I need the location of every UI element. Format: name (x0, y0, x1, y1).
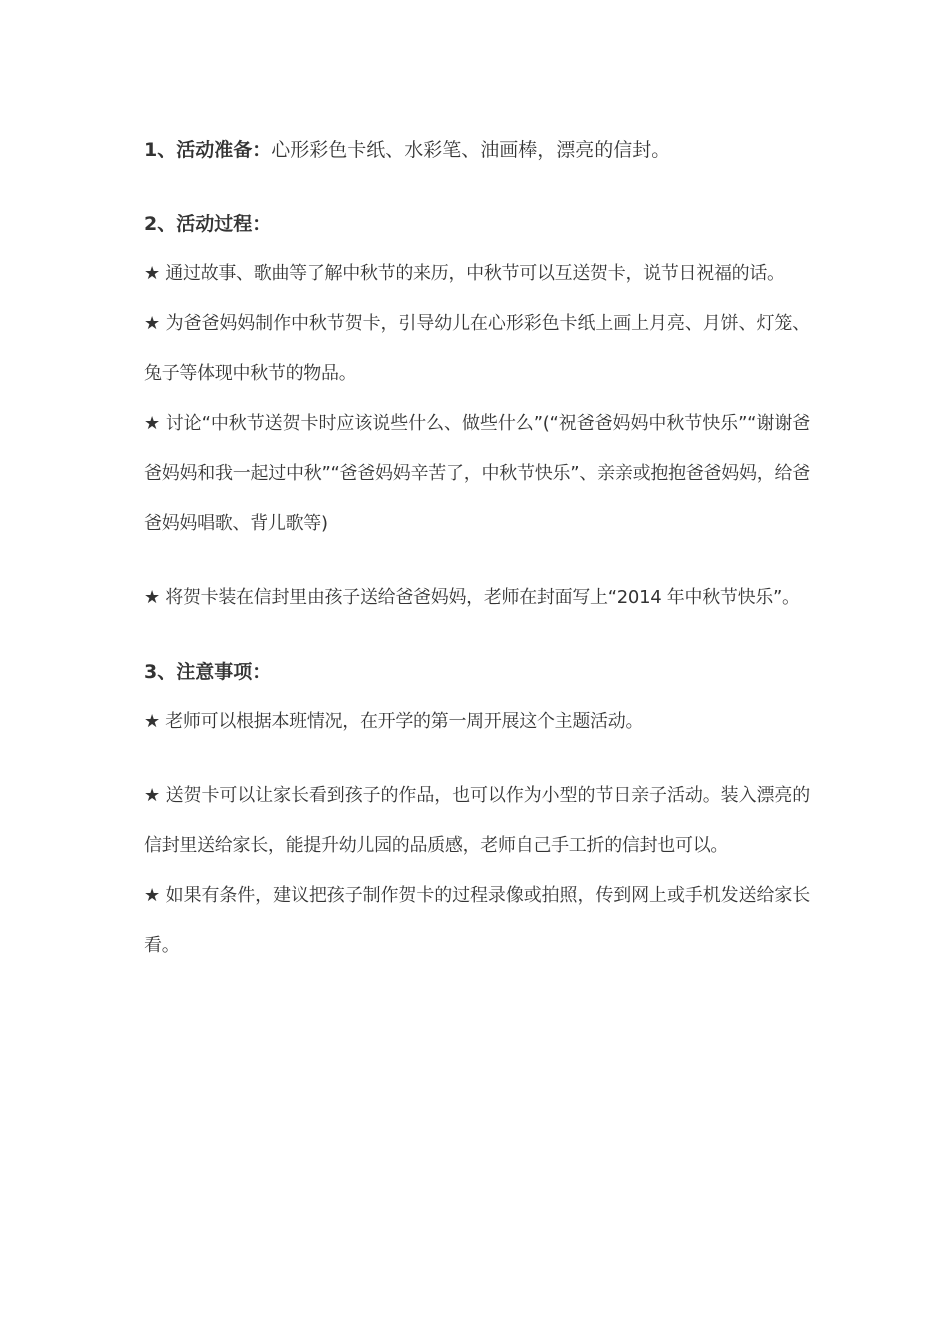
section-3-item-3: ★ 如果有条件，建议把孩子制作贺卡的过程录像或拍照，传到网上或手机发送给家长看。 (144, 885, 810, 956)
section-3-label: 3、注意事项： (144, 661, 272, 683)
section-3-item-1: ★ 老师可以根据本班情况，在开学的第一周开展这个主题活动。 (144, 711, 644, 732)
section-1-label: 1、活动准备： (144, 139, 272, 161)
section-2-item-3: ★ 讨论“中秋节送贺卡时应该说些什么、做些什么”(“祝爸爸妈妈中秋节快乐”“谢谢爸爸妈妈和我一起过中秋”“爸爸妈妈辛苦了，中秋节快乐”、亲亲或抱抱爸爸妈妈，给爸爸妈妈唱歌、背儿歌等) (144, 413, 810, 534)
document-content (144, 125, 810, 971)
section-3-item-2: ★ 送贺卡可以让家长看到孩子的作品，也可以作为小型的节日亲子活动。装入漂亮的信封里送给家长，能提升幼儿园的品质感，老师自己手工折的信封也可以。 (144, 785, 810, 856)
section-1-materials: 心形彩色卡纸、水彩笔、油画棒，漂亮的信封。 (271, 139, 671, 161)
section-2-label: 2、活动过程： (144, 213, 272, 235)
section-3-heading (144, 647, 810, 697)
section-2-heading (144, 199, 810, 249)
section-2-item-1: ★ 通过故事、歌曲等了解中秋节的来历，中秋节可以互送贺卡，说节日祝福的话。 (144, 263, 785, 284)
section-2-item-4: ★ 将贺卡装在信封里由孩子送给爸爸妈妈，老师在封面写上“2014 年中秋节快乐”。 (144, 587, 800, 608)
section-2-item-2: ★ 为爸爸妈妈制作中秋节贺卡，引导幼儿在心形彩色卡纸上画上月亮、月饼、灯笼、兔子等体现中秋节的物品。 (144, 313, 810, 384)
section-1-heading (144, 125, 810, 175)
